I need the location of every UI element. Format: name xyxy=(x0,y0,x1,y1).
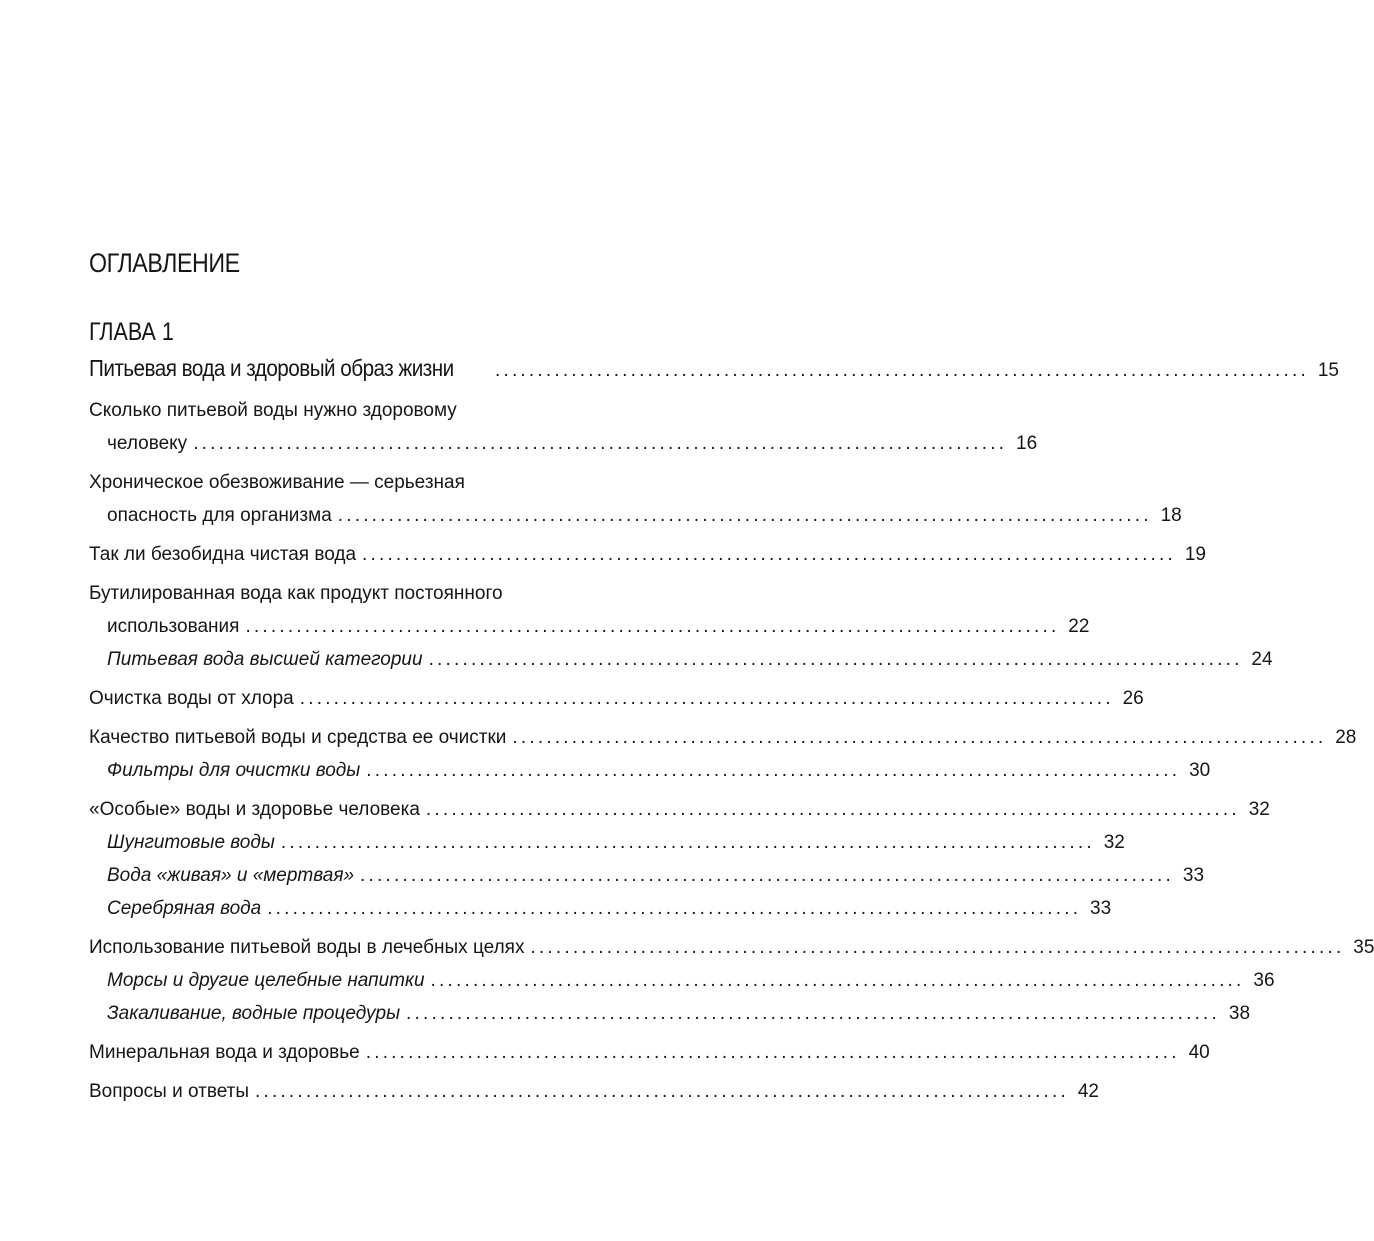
entry-title-line2: опасность для организма xyxy=(107,505,332,526)
toc-entry[interactable] xyxy=(89,1075,1099,1108)
entry-page: 22 xyxy=(1068,616,1090,637)
leader-dots: ................................................................................................ xyxy=(365,1042,1180,1063)
entry-title: Шунгитовые воды xyxy=(107,832,275,853)
entry-title: Питьевая вода и здоровый образ жизни xyxy=(89,355,454,381)
leader-dots: ................................................................................................ xyxy=(245,616,1060,637)
entry-page: 26 xyxy=(1122,688,1144,709)
entry-title-line1: Сколько питьевой воды нужно здоровому xyxy=(89,400,457,421)
entry-page: 32 xyxy=(1248,799,1270,820)
toc-subentry[interactable] xyxy=(89,964,1275,997)
entry-page: 28 xyxy=(1335,727,1357,748)
entry-title: Морсы и другие целебные напитки xyxy=(107,970,425,991)
chapter-label: ГЛАВА 1 xyxy=(89,318,174,346)
toc-entry[interactable] xyxy=(89,682,1144,715)
entry-title: Фильтры для очистки воды xyxy=(107,760,361,781)
toc-entry[interactable] xyxy=(89,931,1374,964)
toc-entry[interactable] xyxy=(89,394,1038,460)
entry-title-line1: Хроническое обезвоживание — серьезная xyxy=(89,472,465,493)
leader-dots: ................................................................................................ xyxy=(512,727,1327,748)
toc-entry[interactable] xyxy=(89,793,1270,826)
leader-dots: ................................................................................................ xyxy=(299,688,1114,709)
leader-dots: ................................................................................................ xyxy=(366,760,1181,781)
leader-dots: ................................................................................................ xyxy=(495,360,1309,381)
leader-dots: ................................................................................................ xyxy=(337,505,1152,526)
toc-subentry[interactable] xyxy=(89,643,1273,676)
entry-title-line1: Бутилированная вода как продукт постоянного xyxy=(89,583,503,604)
entry-title-line2: использования xyxy=(107,616,240,637)
entry-title: Закаливание, водные процедуры xyxy=(107,1003,401,1024)
toc-entry[interactable] xyxy=(89,466,1182,532)
leader-dots: ................................................................................................ xyxy=(406,1003,1221,1024)
entry-page: 30 xyxy=(1189,760,1211,781)
entry-page: 40 xyxy=(1188,1042,1210,1063)
leader-dots: ................................................................................................ xyxy=(267,898,1082,919)
entry-title: Вопросы и ответы xyxy=(89,1081,250,1102)
toc-entry[interactable] xyxy=(89,721,1357,754)
entry-page: 36 xyxy=(1253,970,1275,991)
entry-page: 16 xyxy=(1016,433,1038,454)
entry-title: Так ли безобидна чистая вода xyxy=(89,544,357,565)
toc-subentry[interactable] xyxy=(89,826,1125,859)
leader-dots: ................................................................................................ xyxy=(425,799,1240,820)
entry-title: Питьевая вода высшей категории xyxy=(107,649,423,670)
toc-entry[interactable] xyxy=(89,352,1339,390)
toc-subentry[interactable] xyxy=(89,997,1251,1030)
entry-title: Качество питьевой воды и средства ее очистки xyxy=(89,727,507,748)
leader-dots: ................................................................................................ xyxy=(428,649,1243,670)
entry-title-line2: человеку xyxy=(107,433,188,454)
toc-entry[interactable] xyxy=(89,538,1206,571)
entry-page: 38 xyxy=(1228,1003,1251,1024)
toc-entries xyxy=(89,352,1374,1108)
entry-title: Очистка воды от хлора xyxy=(89,688,294,709)
entry-page: 15 xyxy=(1317,360,1339,381)
leader-dots: ................................................................................................ xyxy=(362,544,1176,565)
leader-dots: ................................................................................................ xyxy=(530,937,1345,958)
entry-title: «Особые» воды и здоровье человека xyxy=(89,799,420,820)
entry-page: 24 xyxy=(1251,649,1273,670)
toc-entry[interactable] xyxy=(89,1036,1210,1069)
toc-heading: ОГЛАВЛЕНИЕ xyxy=(89,248,240,278)
entry-page: 33 xyxy=(1182,865,1205,886)
entry-page: 18 xyxy=(1160,505,1182,526)
toc-subentry[interactable] xyxy=(89,892,1112,925)
toc-subentry[interactable] xyxy=(89,859,1205,892)
entry-page: 35 xyxy=(1353,937,1374,958)
entry-title: Серебряная вода xyxy=(107,898,262,919)
entry-page: 19 xyxy=(1184,544,1206,565)
entry-title: Минеральная вода и здоровье xyxy=(89,1042,360,1063)
entry-page: 32 xyxy=(1103,832,1125,853)
toc-entry[interactable] xyxy=(89,577,1090,643)
entry-title: Использование питьевой воды в лечебных целях xyxy=(89,937,525,958)
entry-page: 33 xyxy=(1090,898,1112,919)
leader-dots: ................................................................................................ xyxy=(360,865,1175,886)
leader-dots: ................................................................................................ xyxy=(255,1081,1069,1102)
leader-dots: ................................................................................................ xyxy=(280,832,1095,853)
leader-dots: ................................................................................................ xyxy=(193,433,1008,454)
leader-dots: ................................................................................................ xyxy=(430,970,1245,991)
entry-title: Вода «живая» и «мертвая» xyxy=(107,865,355,886)
toc-subentry[interactable] xyxy=(89,754,1211,787)
entry-page: 42 xyxy=(1077,1081,1099,1102)
